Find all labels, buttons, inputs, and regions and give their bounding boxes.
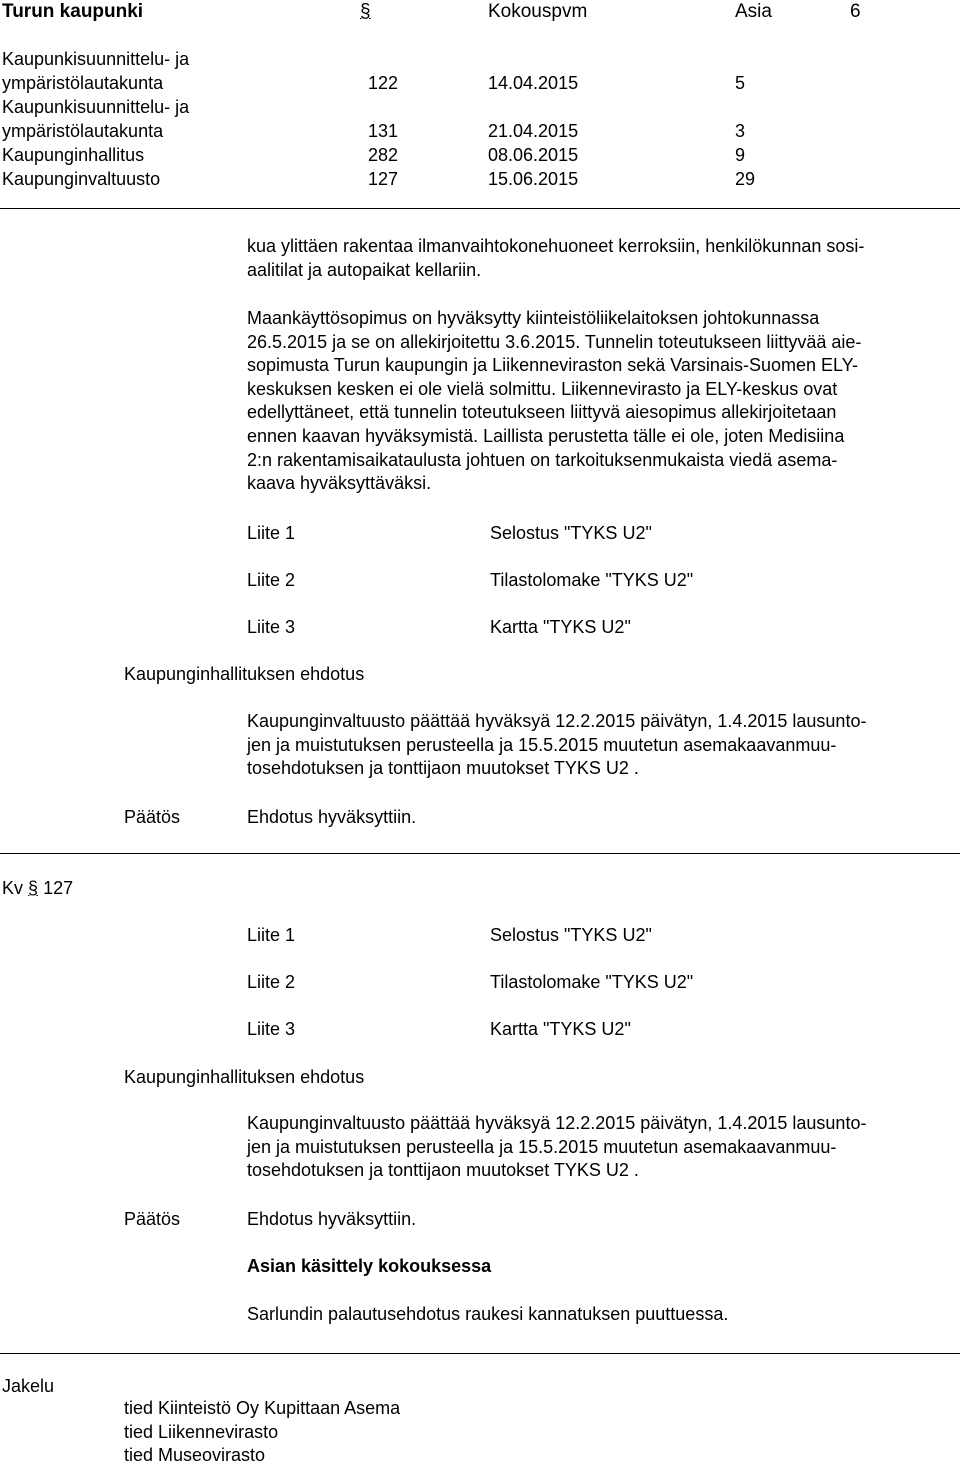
distribution-divider bbox=[0, 1353, 960, 1354]
text-line: Maankäyttösopimus on hyväksytty kiinteistöliikelaitoksen johtokunnassa bbox=[247, 308, 820, 328]
text-line: edellyttäneet, että tunnelin toteutukseen liittyvä aiesopimus allekirjoitetaan bbox=[247, 402, 837, 423]
text-line: jen ja muistutuksen perusteella ja 15.5.2015 muutetun asemakaavanmuu- bbox=[247, 734, 837, 755]
body-paragraph-1 bbox=[247, 235, 864, 282]
attachment-label: Liite 1 bbox=[247, 925, 296, 945]
history-section: 282 bbox=[368, 145, 399, 165]
distribution-label: Jakelu bbox=[2, 1376, 55, 1396]
kv-section-symbol: § bbox=[28, 878, 39, 898]
list-item: tied Museovirasto bbox=[124, 1445, 266, 1466]
list-item: tied Kiinteistö Oy Kupittaan Asema bbox=[124, 1398, 401, 1418]
item-label: Asia bbox=[735, 1, 772, 22]
history-body: Kaupunkisuunnittelu- ja bbox=[2, 97, 190, 117]
attachment-title: Selostus "TYKS U2" bbox=[490, 925, 652, 945]
history-section: 131 bbox=[368, 121, 399, 141]
decision-text: Ehdotus hyväksyttiin. bbox=[247, 1209, 417, 1229]
attachment-title: Tilastolomake "TYKS U2" bbox=[490, 570, 694, 590]
attachment-title: Kartta "TYKS U2" bbox=[490, 1019, 631, 1039]
decision-label: Päätös bbox=[124, 807, 181, 827]
municipality-name: Turun kaupunki bbox=[2, 1, 144, 22]
proposal-heading: Kaupunginhallituksen ehdotus bbox=[124, 1067, 365, 1087]
history-body: ympäristölautakunta bbox=[2, 73, 164, 93]
kv-prefix: Kv bbox=[2, 878, 24, 898]
section-divider bbox=[0, 853, 960, 854]
decision-text: Ehdotus hyväksyttiin. bbox=[247, 807, 417, 827]
history-item: 9 bbox=[735, 145, 746, 165]
header-divider bbox=[0, 208, 960, 209]
attachment-label: Liite 2 bbox=[247, 972, 296, 992]
kv-section-marker bbox=[2, 876, 73, 900]
history-body: ympäristölautakunta bbox=[2, 121, 164, 141]
text-line: kaava hyväksyttäväksi. bbox=[247, 473, 432, 494]
section-symbol: § bbox=[360, 1, 371, 22]
history-date: 15.06.2015 bbox=[488, 169, 579, 189]
text-line: kua ylittäen rakentaa ilmanvaihtokonehuoneet kerroksiin, henkilökunnan sosi- bbox=[247, 236, 865, 256]
text-line: tosehdotuksen ja tonttijaon muutokset TYKS U2 . bbox=[247, 758, 639, 779]
handling-text: Sarlundin palautusehdotus raukesi kannatuksen puuttuessa. bbox=[247, 1304, 729, 1324]
page-number: 6 bbox=[850, 1, 861, 22]
body-paragraph-2 bbox=[247, 307, 861, 496]
decision-label: Päätös bbox=[124, 1209, 181, 1229]
history-section: 127 bbox=[368, 169, 399, 189]
text-line: ennen kaavan hyväksymistä. Laillista perustetta tälle ei ole, joten Medisiina bbox=[247, 425, 845, 446]
proposal-text bbox=[247, 1112, 866, 1183]
text-line: jen ja muistutuksen perusteella ja 15.5.2015 muutetun asemakaavanmuu- bbox=[247, 1136, 837, 1157]
text-line: Kaupunginvaltuusto päättää hyväksyä 12.2.2015 päivätyn, 1.4.2015 lausunto- bbox=[247, 711, 867, 731]
history-date: 21.04.2015 bbox=[488, 121, 579, 141]
meeting-date-label: Kokouspvm bbox=[488, 1, 588, 22]
attachment-title: Selostus "TYKS U2" bbox=[490, 523, 652, 543]
attachment-label: Liite 1 bbox=[247, 523, 296, 543]
attachment-label: Liite 3 bbox=[247, 1019, 296, 1039]
handling-heading: Asian käsittely kokouksessa bbox=[247, 1256, 492, 1276]
text-line: aalitilat ja autopaikat kellariin. bbox=[247, 259, 482, 280]
history-date: 14.04.2015 bbox=[488, 73, 579, 93]
history-date: 08.06.2015 bbox=[488, 145, 579, 165]
proposal-heading: Kaupunginhallituksen ehdotus bbox=[124, 664, 365, 684]
text-line: sopimusta Turun kaupungin ja Liikenneviraston sekä Varsinais-Suomen ELY- bbox=[247, 355, 859, 376]
attachment-title: Kartta "TYKS U2" bbox=[490, 617, 631, 637]
history-body: Kaupunginvaltuusto bbox=[2, 169, 161, 189]
distribution-list bbox=[124, 1397, 400, 1468]
text-line: keskuksen kesken ei ole vielä solmittu. Liikennevirasto ja ELY-keskus ovat bbox=[247, 378, 838, 399]
kv-section-number: 127 bbox=[43, 878, 74, 898]
history-body: Kaupunkisuunnittelu- ja bbox=[2, 49, 190, 69]
history-body: Kaupunginhallitus bbox=[2, 145, 145, 165]
list-item: tied Liikennevirasto bbox=[124, 1421, 279, 1442]
attachment-label: Liite 3 bbox=[247, 617, 296, 637]
history-item: 3 bbox=[735, 121, 746, 141]
text-line: 26.5.2015 ja se on allekirjoitettu 3.6.2015. Tunnelin toteutukseen liittyvää aie- bbox=[247, 331, 862, 352]
attachment-label: Liite 2 bbox=[247, 570, 296, 590]
text-line: Kaupunginvaltuusto päättää hyväksyä 12.2.2015 päivätyn, 1.4.2015 lausunto- bbox=[247, 1113, 867, 1133]
text-line: tosehdotuksen ja tonttijaon muutokset TYKS U2 . bbox=[247, 1160, 639, 1181]
history-item: 5 bbox=[735, 73, 746, 93]
proposal-text bbox=[247, 710, 866, 781]
attachment-title: Tilastolomake "TYKS U2" bbox=[490, 972, 694, 992]
history-item: 29 bbox=[735, 169, 756, 189]
text-line: 2:n rakentamisaikataulusta johtuen on tarkoituksenmukaista viedä asema- bbox=[247, 449, 838, 470]
history-section: 122 bbox=[368, 73, 399, 93]
